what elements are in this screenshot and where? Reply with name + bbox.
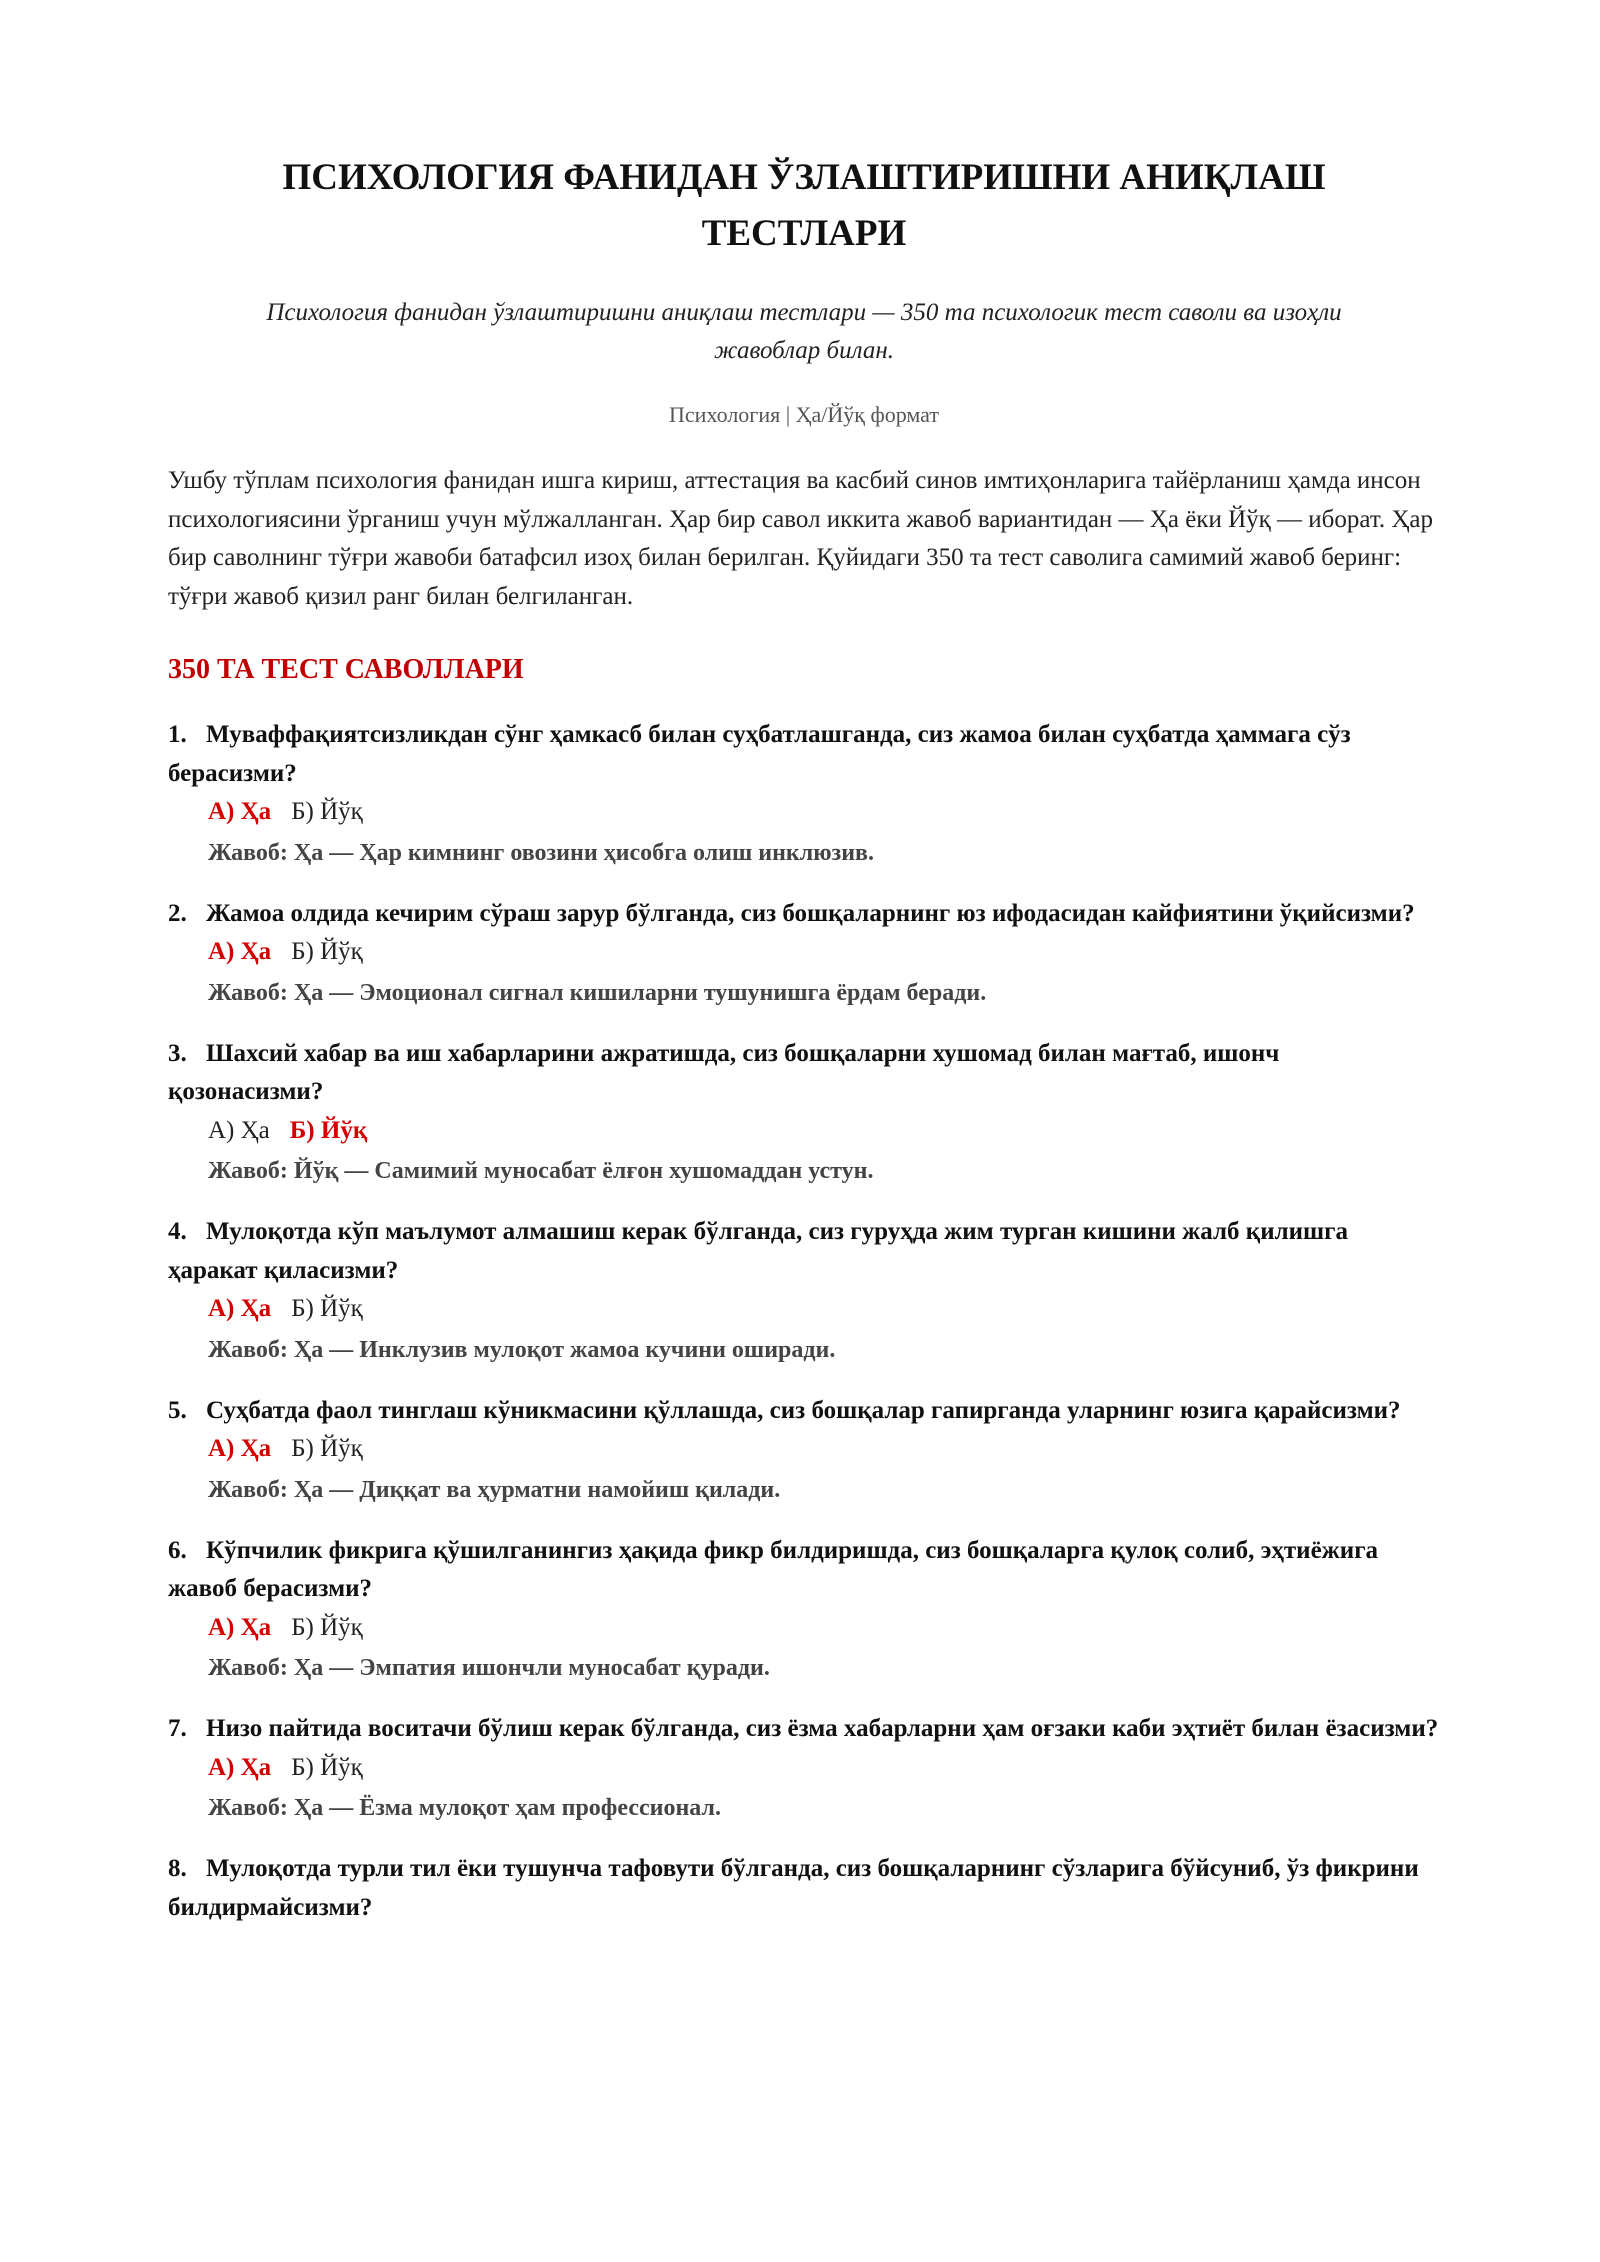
option-a[interactable]: А) Ҳа — [208, 1613, 272, 1641]
question-number: 7. — [168, 1715, 187, 1742]
answer-explanation: Жавоб: Йўқ — Самимий муносабат ёлғон хушомаддан устун. — [208, 1158, 874, 1184]
question-body: Муваффақиятсизликдан сўнг ҳамкасб билан суҳбатлашганда, сиз жамоа билан суҳбатда ҳаммага сўз берасизми? — [168, 721, 1351, 787]
answer-options — [168, 1609, 1440, 1648]
question-text — [168, 1213, 1440, 1290]
answer-options — [168, 1290, 1440, 1329]
question-item — [168, 1710, 1440, 1829]
option-a[interactable]: А) Ҳа — [208, 1116, 270, 1144]
option-b[interactable]: Б) Йўқ — [291, 1295, 363, 1322]
question-number: 3. — [168, 1039, 187, 1067]
option-a[interactable]: А) Ҳа — [208, 938, 272, 965]
answer-explanation: Жавоб: Ҳа — Инклузив мулоқот жамоа кучини оширади. — [208, 1336, 836, 1363]
question-number: 2. — [168, 899, 187, 927]
option-b[interactable]: Б) Йўқ — [291, 1753, 363, 1781]
answer-explanation: Жавоб: Ҳа — Диққат ва ҳурматни намойиш қилади. — [208, 1476, 781, 1503]
document-title: ПСИХОЛОГИЯ ФАНИДАН ЎЗЛАШТИРИШНИ АНИҚЛАШ ТЕСТЛАРИ — [282, 157, 1326, 254]
answer-explanation: Жавоб: Ҳа — Ёзма мулоқот ҳам профессионал. — [208, 1795, 721, 1821]
question-list — [168, 716, 1440, 1927]
question-body: Жамоа олдида кечирим сўраш зарур бўлганда, сиз бошқаларнинг юз ифодасидан кайфиятини ўқийсизми? — [206, 899, 1415, 927]
question-item — [168, 716, 1440, 874]
question-body: Низо пайтида воситачи бўлиш керак бўлганда, сиз ёзма хабарларни ҳам оғзаки каби эҳтиёт билан ёзасизми? — [206, 1715, 1439, 1742]
answer-explanation: Жавоб: Ҳа — Эмпатия ишончли муносабат қуради. — [208, 1655, 770, 1681]
question-text — [168, 1710, 1440, 1749]
option-a[interactable]: А) Ҳа — [208, 1435, 272, 1462]
section-heading: 350 ТА ТЕСТ САВОЛЛАРИ — [168, 654, 524, 685]
option-b[interactable]: Б) Йўқ — [291, 938, 363, 965]
answer-explanation: Жавоб: Ҳа — Эмоционал сигнал кишиларни тушунишга ёрдам беради. — [208, 979, 987, 1006]
question-body: Кўпчилик фикрига қўшилганингиз ҳақида фикр билдиришда, сиз бошқаларга қулоқ солиб, эҳтиёжига жавоб берасизми? — [168, 1536, 1379, 1602]
question-body: Шахсий хабар ва иш хабарларини ажратишда, сиз бошқаларни хушомад билан мағтаб, ишонч қозонасизми? — [168, 1039, 1280, 1105]
question-text — [168, 1035, 1440, 1112]
answer-options — [168, 933, 1440, 972]
question-number: 8. — [168, 1855, 187, 1882]
question-number: 6. — [168, 1536, 187, 1564]
question-body: Мулоқотда кўп маълумот алмашиш керак бўлганда, сиз гуруҳда жим турган кишини жалб қилишга ҳаракат қиласизми? — [168, 1218, 1349, 1284]
option-a[interactable]: А) Ҳа — [208, 798, 272, 825]
option-a[interactable]: А) Ҳа — [208, 1295, 272, 1322]
question-body: Мулоқотда турли тил ёки тушунча тафовути бўлганда, сиз бошқаларнинг сўзларига бўйсуниб, ўз фикрини билдирмайсизми? — [168, 1855, 1419, 1921]
question-number: 5. — [168, 1396, 187, 1424]
answer-options — [168, 1749, 1440, 1788]
option-a[interactable]: А) Ҳа — [208, 1753, 272, 1781]
question-text — [168, 1392, 1440, 1431]
document-subtitle: Психология фанидан ўзлаштиришни аниқлаш тестлари — 350 та психологик тест саволи ва изоҳли жавоблар билан. — [266, 299, 1342, 364]
question-body: Суҳбатда фаол тинглаш кўникмасини қўллашда, сиз бошқалар гапирганда уларнинг юзига қарайсизми? — [206, 1396, 1401, 1424]
question-number: 1. — [168, 721, 187, 748]
question-text — [168, 716, 1440, 793]
option-b[interactable]: Б) Йўқ — [291, 1435, 363, 1462]
question-item — [168, 1850, 1440, 1927]
option-b[interactable]: Б) Йўқ — [291, 1613, 363, 1641]
option-b[interactable]: Б) Йўқ — [289, 1116, 368, 1144]
answer-explanation: Жавоб: Ҳа — Ҳар кимнинг овозини ҳисобга олиш инклюзив. — [208, 839, 874, 866]
question-item — [168, 1392, 1440, 1511]
answer-options — [168, 1112, 1440, 1151]
answer-options — [168, 793, 1440, 832]
question-number: 4. — [168, 1218, 187, 1245]
question-text — [168, 1532, 1440, 1609]
question-item — [168, 1532, 1440, 1690]
option-b[interactable]: Б) Йўқ — [291, 798, 363, 825]
question-item — [168, 1035, 1440, 1193]
answer-options — [168, 1430, 1440, 1469]
question-text — [168, 1850, 1440, 1927]
question-item — [168, 895, 1440, 1014]
question-text — [168, 895, 1440, 934]
document-meta: Психология | Ҳа/Йўқ формат — [669, 402, 939, 427]
question-item — [168, 1213, 1440, 1371]
intro-paragraph: Ушбу тўплам психология фанидан ишга кириш, аттестация ва касбий синов имтиҳонларига тайёрланиш ҳамда инсон психологиясини ўрганиш учун мўлжалланган. Ҳар бир савол иккита жавоб вариантидан — Ҳа ёки Йўқ — иборат. Ҳар бир саволнинг тўғри жавоби батафсил изоҳ билан берилган. Қуйидаги 350 та тест саволига самимий жавоб беринг: тўғри жавоб қизил ранг билан белгиланган. — [168, 467, 1434, 610]
